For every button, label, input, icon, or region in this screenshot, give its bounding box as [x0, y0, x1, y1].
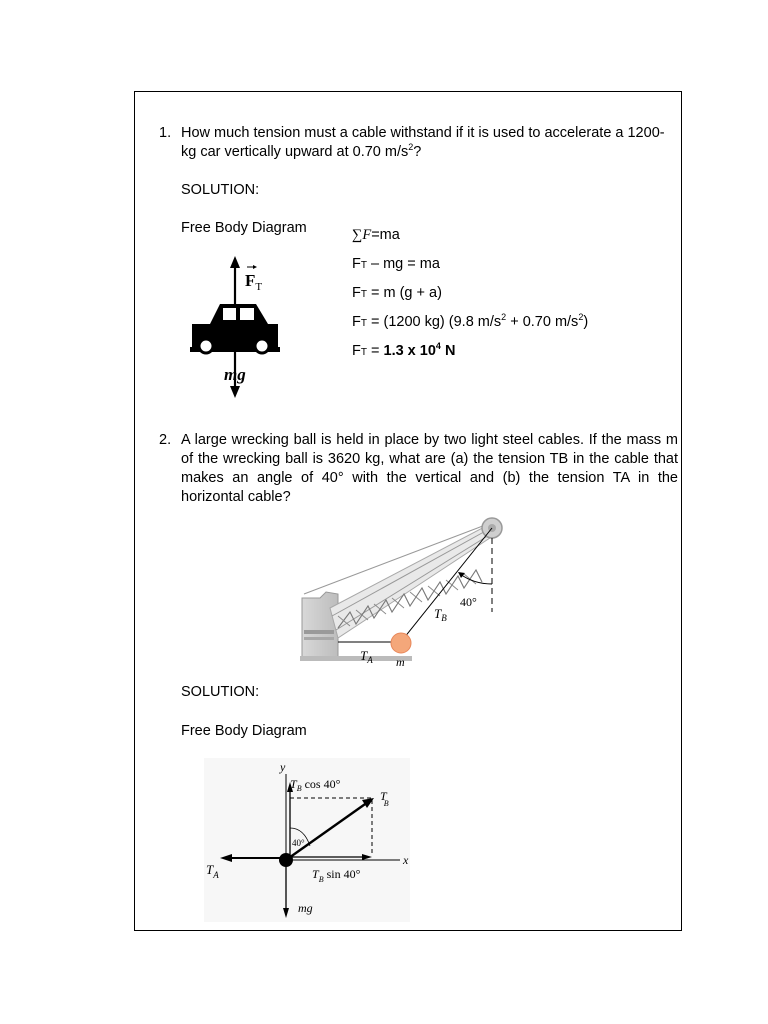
crane-tb-label: $T_B$	[434, 606, 447, 623]
fbd-mg-label: mg	[298, 901, 313, 915]
wrecking-ball-free-body-diagram	[204, 758, 414, 924]
car-icon	[190, 304, 280, 353]
wrecking-ball	[391, 633, 411, 653]
fbd-ta-label: $T_A$	[206, 862, 219, 880]
car-free-body-diagram	[188, 254, 284, 402]
weight-arrow-head	[230, 386, 240, 398]
equation-3: FT = m (g + a)	[352, 285, 442, 301]
crane-wrecking-ball-figure	[298, 512, 508, 672]
problem-2-question: A large wrecking ball is held in place by two light steel cables. If the mass m of the wrecking ball is 3620 kg, what are (a) the tension TB in the cable that makes an angle of 40° with the vertical and (b) the tension TA in the horizontal cable?	[181, 432, 678, 505]
equation-2: FT – mg = ma	[352, 256, 440, 272]
problem-1-question-line1: How much tension must a cable withstand if it is used to accelerate a 1200-	[181, 125, 665, 141]
crane-ta-label: $T_A$	[360, 648, 373, 665]
crane-mass-label: m	[396, 655, 405, 669]
fbd-y-axis-label: y	[280, 760, 286, 774]
equation-1: ∑F=ma	[352, 227, 400, 243]
fbd-tb-sin-label: $T_B$ sin 40°	[312, 867, 361, 884]
crane-angle-label: 40°	[460, 595, 477, 609]
fbd-tb-label: T B	[380, 789, 389, 808]
problem-2-solution-label: SOLUTION:	[181, 684, 260, 700]
fbd-x-axis-label: x	[403, 853, 409, 867]
force-down-label: mg	[224, 365, 246, 384]
problem-1-number: 1.	[159, 125, 172, 141]
problem-2-fbd-label: Free Body Diagram	[181, 723, 307, 739]
fbd-tb-cos-label: $T_B$ cos 40°	[290, 777, 341, 793]
equation-4: FT = (1200 kg) (9.8 $m/s^2 + 0.70$ $m/s^2$)	[352, 312, 589, 330]
tension-arrow-head	[230, 256, 240, 268]
equation-5-answer: FT = 1.3 x $10^4$ N	[352, 341, 456, 359]
problem-1-solution-label: SOLUTION:	[181, 182, 260, 198]
fbd-angle-label: 40°	[292, 838, 305, 848]
problem-1-fbd-label: Free Body Diagram	[181, 220, 307, 236]
problem-1-question-line2: kg car vertically upward at 0.70 $m/s^2$?	[181, 142, 422, 160]
force-up-label: $F_T$	[245, 271, 263, 293]
angle-arc	[460, 574, 492, 584]
ball-point	[279, 853, 293, 867]
problem-2-number: 2.	[159, 432, 172, 448]
